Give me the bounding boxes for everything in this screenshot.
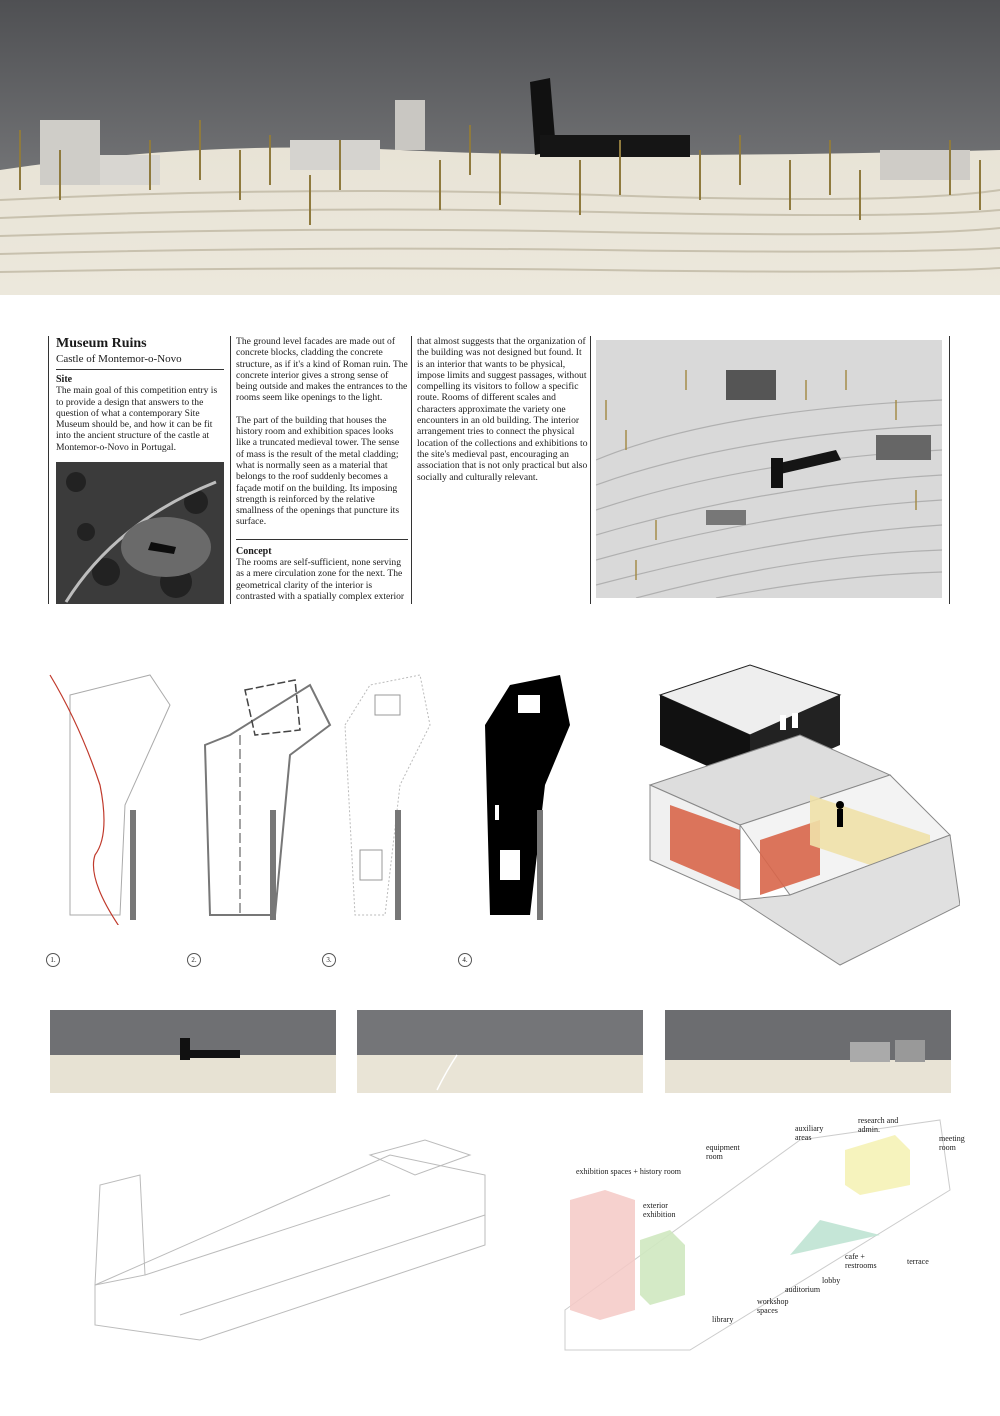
- diagram-number-4: 4.: [458, 953, 472, 967]
- hero-model-photo: [0, 0, 1000, 295]
- facade-paragraph: The ground level facades are made out of concrete blocks, cladding the concrete structure, as if it's a kind of Roman ruin. The concrete interior gives a strong sense of being outside and makes the entrances to the rooms seem like openings to the light.: [236, 336, 408, 404]
- model-view-photo-1: [50, 1010, 336, 1093]
- label-meeting: meeting room: [939, 1134, 965, 1152]
- exploded-axonometric: [640, 655, 960, 985]
- site-text: The main goal of this competition entry is to provide a design that answers to the question of what a contemporary Site Museum should be, and how it can be fit into the ancient structure of the castle at Montemor-o-Novo in Portugal.: [56, 385, 218, 453]
- column-divider: [411, 336, 412, 604]
- label-workshop: workshop spaces: [757, 1297, 789, 1315]
- label-library: library: [712, 1315, 734, 1324]
- label-lobby: lobby: [822, 1276, 841, 1285]
- column-divider: [949, 336, 950, 604]
- model-view-photo-2: [357, 1010, 643, 1093]
- program-diagram: [560, 1110, 980, 1360]
- interior-text: that almost suggests that the organization of the building was not designed but found. It is an interior that wants to be physical, impose limits and suggest passages, without compelling its visitors to follow a specific route. Rooms of different scales and characters approximate the variety one encounters in an old building. The interior arrangement tries to connect the physical location of the collections and exhibitions to the site's medieval past, encouraging an association that is not only practical but also socially and culturally relevant.: [417, 336, 588, 483]
- column-divider: [230, 336, 231, 604]
- text-column-1: [56, 336, 224, 604]
- line-axonometric: [90, 1135, 490, 1345]
- text-column-3: [417, 336, 589, 604]
- column-divider: [48, 336, 49, 604]
- model-aerial-photo: [596, 340, 942, 598]
- concept-heading: Concept: [236, 539, 408, 557]
- site-heading: Site: [56, 374, 73, 385]
- page-subtitle: Castle of Montemor-o-Novo: [56, 352, 224, 370]
- column-divider: [590, 336, 591, 604]
- label-cafe: cafe + restrooms: [845, 1252, 877, 1270]
- diagram-number-3: 3.: [322, 953, 336, 967]
- aerial-site-photo: [56, 462, 224, 604]
- label-research: research and admin.: [858, 1116, 899, 1134]
- diagram-number-1: 1.: [46, 953, 60, 967]
- label-equipment: equipment room: [706, 1143, 740, 1161]
- diagram-number-2: 2.: [187, 953, 201, 967]
- model-view-photo-3: [665, 1010, 951, 1093]
- label-exterior: exterior exhibition: [643, 1201, 676, 1219]
- page-title: Museum Ruins: [56, 336, 147, 351]
- tower-paragraph: The part of the building that houses the history room and exhibition spaces looks like a truncated medieval tower. The sense of mass is the result of the metal cladding; what is normally seen as a material that belongs to the roof suddenly becomes a façade motif on the building. Its imposing strength is reinforced by the relative smallness of the openings that puncture its surface.: [236, 414, 400, 528]
- label-auxiliary: auxiliary areas: [795, 1124, 824, 1142]
- concept-text: The rooms are self-sufficient, none serving as a mere circulation zone for the next. The geometrical clarity of the interior is contrasted with a spatially complex exterior: [236, 557, 405, 602]
- concept-diagrams: [40, 665, 620, 925]
- label-auditorium: auditorium: [785, 1285, 821, 1294]
- label-exhibition: exhibition spaces + history room: [576, 1167, 681, 1176]
- label-terrace: terrace: [907, 1257, 929, 1266]
- text-column-2: [236, 336, 408, 604]
